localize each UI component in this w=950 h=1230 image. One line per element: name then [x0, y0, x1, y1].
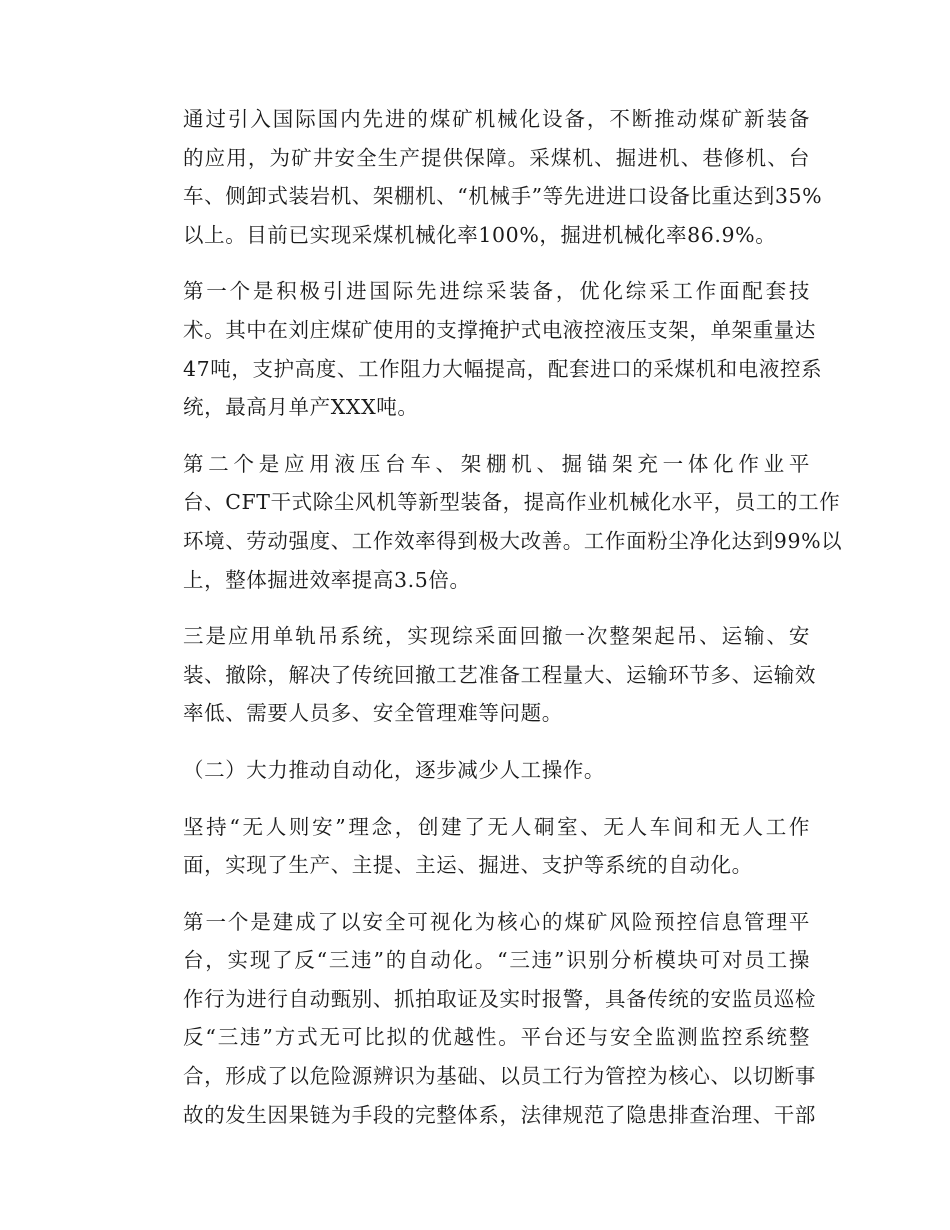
- text-line: 故的发生因果链为手段的完整体系，法律规范了隐患排查治理、干部: [183, 1102, 816, 1127]
- text-line: 率低、需要人员多、安全管理难等问题。: [183, 701, 563, 726]
- text-line: 上，整体掘进效率提高3.5倍。: [183, 567, 471, 592]
- text-line: 台，实现了反“三违”的自动化。“三违”识别分析模块可对员工操: [183, 948, 810, 973]
- text-line: 通过引入国际国内先进的煤矿机械化设备，不断推动煤矿新装备: [183, 107, 810, 131]
- text-line: 反“三违”方式无可比拟的优越性。平台还与安全监测监控系统整: [183, 1025, 810, 1050]
- text-line: 车、侧卸式装岩机、架棚机、“机械手”等先进进口设备比重达到35%: [183, 184, 823, 209]
- text-line: 的应用，为矿井安全生产提供保障。采煤机、掘进机、巷修机、台: [183, 145, 810, 170]
- text-line: 第一个是积极引进国际先进综采装备，优化综采工作面配套技: [183, 279, 810, 304]
- text-line: 面，实现了生产、主提、主运、掘进、支护等系统的自动化。: [183, 853, 753, 878]
- document-body: [142, 100, 843, 1152]
- text-line: 术。其中在刘庄煤矿使用的支撑掩护式电液控液压支架，单架重量达: [183, 317, 816, 342]
- text-line: 装、撤除，解决了传统回撤工艺准备工程量大、运输环节多、运输效: [183, 662, 816, 687]
- paragraph-third-item: [142, 617, 816, 733]
- text-line: 第一个是建成了以安全可视化为核心的煤矿风险预控信息管理平: [183, 909, 810, 934]
- text-line: 47吨，支护高度、工作阻力大幅提高，配套进口的采煤机和电液控系: [183, 356, 823, 381]
- paragraph-automation-intro: [142, 808, 810, 885]
- text-line: 环境、劳动强度、工作效率得到极大改善。工作面粉尘净化达到99%以: [183, 528, 843, 553]
- text-line: 作行为进行自动甄别、抓拍取证及实时报警，具备传统的安监员巡检: [183, 986, 816, 1011]
- text-line: 合，形成了以危险源辨识为基础、以员工行为管控为核心、以切断事: [183, 1064, 816, 1089]
- text-line: 台、CFT干式除尘风机等新型装备，提高作业机械化水平，员工的工作: [183, 490, 841, 515]
- text-line: 三是应用单轨吊系统，实现综采面回撤一次整架起吊、运输、安: [183, 624, 810, 649]
- paragraph-mechanization-intro: [142, 100, 823, 254]
- text-line: 以上。目前已实现采煤机械化率100%，掘进机械化率86.9%。: [183, 222, 777, 247]
- text-line: 统，最高月单产XXX吨。: [183, 395, 419, 420]
- paragraph-first-item: [142, 272, 823, 426]
- paragraph-risk-platform: [142, 903, 816, 1135]
- text-line: 坚持“无人则安”理念，创建了无人硐室、无人车间和无人工作: [183, 814, 810, 839]
- paragraph-second-item: [142, 445, 843, 599]
- section-heading: （二）大力推动自动化，逐步减少人工操作。: [183, 757, 605, 782]
- text-line: 第二个是应用液压台车、架棚机、掘锚架充一体化作业平: [183, 451, 810, 476]
